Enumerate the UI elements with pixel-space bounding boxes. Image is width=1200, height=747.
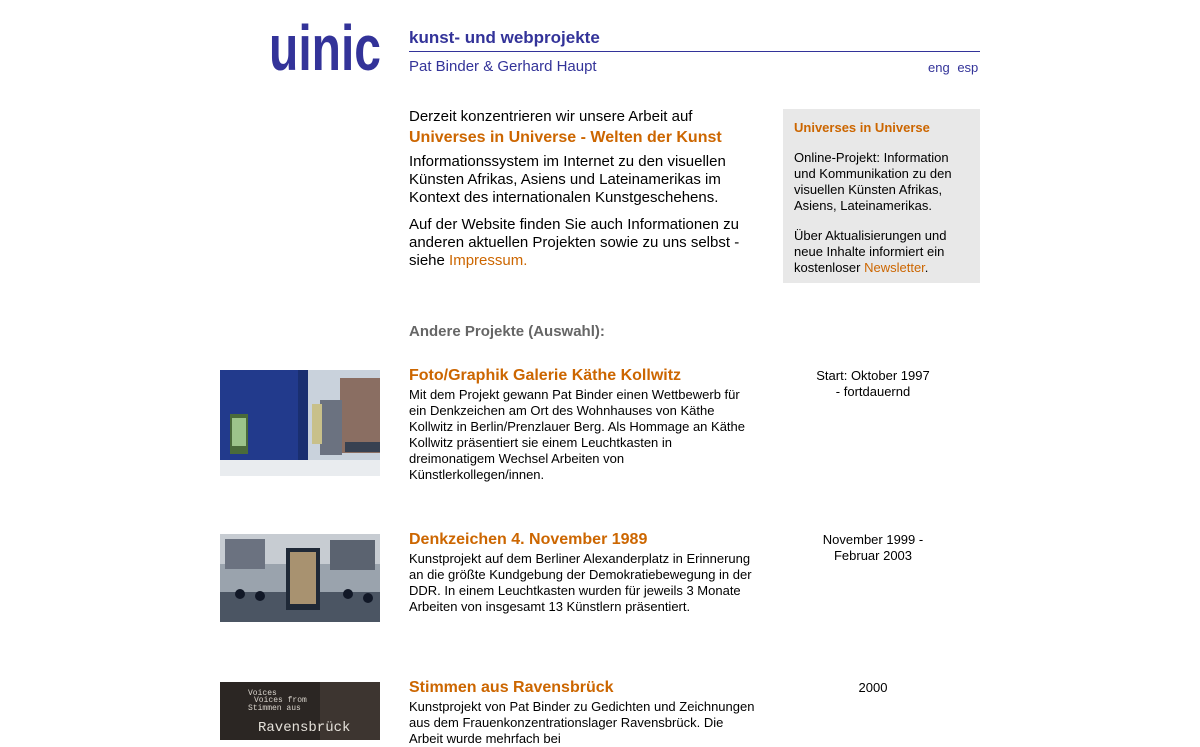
- intro-text: [409, 108, 759, 279]
- project-date: [790, 532, 956, 564]
- project-date-end: Februar 2003: [833, 548, 913, 563]
- intro-line: Derzeit konzentrieren wir unsere Arbeit auf: [409, 108, 693, 125]
- project-denkzeichen: [409, 531, 759, 615]
- project-date: [790, 680, 956, 696]
- lang-esp-link[interactable]: esp: [957, 60, 979, 75]
- uinic-logo[interactable]: [268, 12, 382, 84]
- project-thumbnail-denkzeichen[interactable]: [220, 534, 380, 622]
- intro-website-info: [409, 216, 759, 270]
- universes-in-universe-link[interactable]: Universes in Universe - Welten der Kunst: [409, 129, 722, 146]
- project-date: [790, 368, 956, 400]
- info-box-title: Universes in Universe: [794, 120, 930, 135]
- site-title: kunst- und webprojekte: [409, 28, 600, 47]
- thumb-text-voices: Voices: [248, 689, 277, 698]
- info-box-newsletter-text: [794, 228, 970, 276]
- project-date-start: Start: Oktober 1997: [816, 368, 930, 383]
- logo-text: uinic: [269, 12, 381, 84]
- project-description: Mit dem Projekt gewann Pat Binder einen Wettbewerb für ein Denkzeichen am Ort des Wohnhauses von Käthe Kollwitz in Berlin/Prenzlauer Berg. Als Hommage an Käthe Kollwitz präsentiert sie einem Leuchtkasten in dreimonatigem Wechsel Arbeiten von Künstlerkollegen/innen.: [409, 387, 745, 482]
- project-date-end: - fortdauernd: [835, 384, 911, 399]
- title-divider: [409, 51, 980, 52]
- project-thumbnail-ravensbrueck[interactable]: [220, 682, 380, 740]
- thumb-text-stimmen-aus: Stimmen aus: [248, 704, 301, 713]
- newsletter-link[interactable]: Newsletter: [864, 260, 925, 275]
- project-kollwitz: [409, 367, 759, 483]
- intro-website-text: Auf der Website finden Sie auch Informationen zu anderen aktuellen Projekten sowie zu uns selbst - siehe: [409, 216, 740, 269]
- project-ravensbrueck: [409, 679, 759, 747]
- intro-description: Informationssystem im Internet zu den visuellen Künsten Afrikas, Asiens und Lateinamerikas im Kontext des internationalen Kunstgeschehens.: [409, 153, 726, 206]
- info-box: [783, 109, 980, 283]
- thumb-text-ravensbrueck: Ravensbrück: [258, 720, 351, 736]
- newsletter-text: Über Aktualisierungen und neue Inhalte informiert ein kostenloser: [794, 228, 947, 275]
- project-title-link[interactable]: Stimmen aus Ravensbrück: [409, 679, 614, 696]
- project-description: Kunstprojekt von Pat Binder zu Gedichten und Zeichnungen aus dem Frauenkonzentrationslager Ravensbrück. Die Arbeit wurde mehrfach bei: [409, 699, 755, 746]
- project-date-start: November 1999 -: [822, 532, 924, 547]
- project-title-link[interactable]: Denkzeichen 4. November 1989: [409, 531, 648, 548]
- project-title-link[interactable]: Foto/Graphik Galerie Käthe Kollwitz: [409, 367, 682, 384]
- info-box-text: Online-Projekt: Information und Kommunikation zu den visuellen Künsten Afrikas, Asiens, Lateinamerikas.: [794, 150, 952, 213]
- project-thumbnail-kollwitz[interactable]: [220, 370, 380, 476]
- newsletter-end: .: [924, 260, 929, 275]
- project-description: Kunstprojekt auf dem Berliner Alexanderplatz in Erinnerung an die größte Kundgebung der Demokratiebewegung in der DDR. In einem Leuchtkasten wurden für jeweils 3 Monate Arbeiten von insgesamt 13 Künstlern präsentiert.: [409, 551, 752, 614]
- lang-eng-link[interactable]: eng: [928, 60, 950, 75]
- authors: Pat Binder & Gerhard Haupt: [409, 58, 597, 75]
- language-switcher: [924, 60, 978, 75]
- project-date-start: 2000: [858, 680, 888, 695]
- impressum-link[interactable]: Impressum.: [449, 252, 528, 269]
- other-projects-heading: Andere Projekte (Auswahl):: [409, 323, 605, 340]
- thumb-text-voices-from: Voices from: [254, 696, 307, 705]
